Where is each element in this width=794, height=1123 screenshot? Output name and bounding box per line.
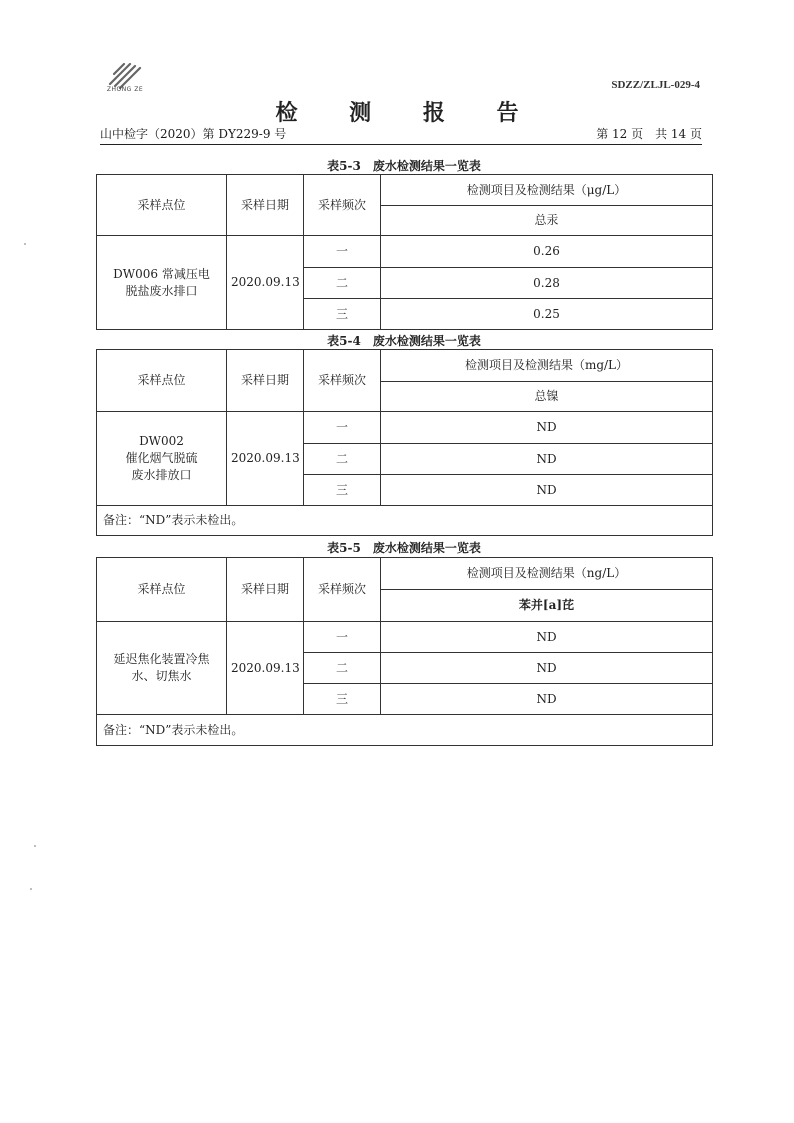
col-header-frequency: 采样频次 (304, 175, 381, 236)
report-number: 山中检字（2020）第 DY229-9 号 (100, 127, 287, 141)
page-title: 检 测 报 告 (275, 100, 541, 126)
table-5-4 (96, 349, 713, 536)
frequency-cell: 二 (304, 268, 381, 299)
frequency-cell: 二 (304, 444, 381, 475)
col-header-items: 检测项目及检测结果（mg/L） (381, 350, 713, 382)
result-cell: ND (381, 475, 713, 506)
frequency-cell: 三 (304, 299, 381, 330)
col-header-frequency: 采样频次 (304, 558, 381, 622)
result-cell: ND (381, 444, 713, 475)
scan-speck (34, 845, 36, 847)
col-header-site: 采样点位 (97, 558, 227, 622)
col-header-items: 检测项目及检测结果（ng/L） (381, 558, 713, 590)
result-cell: 0.28 (381, 268, 713, 299)
frequency-cell: 三 (304, 475, 381, 506)
site-line: 延迟焦化装置冷焦 (113, 652, 210, 666)
result-cell: ND (381, 412, 713, 444)
col-header-site: 采样点位 (97, 175, 227, 236)
result-cell: ND (381, 684, 713, 715)
scan-speck (24, 243, 26, 245)
scan-speck (30, 888, 32, 890)
logo-text: ZHONG ZE (106, 86, 144, 93)
site-line: 催化烟气脱硫 (125, 451, 198, 465)
result-cell: 0.26 (381, 236, 713, 268)
site-line: DW006 常减压电 (113, 266, 210, 281)
table-5-3 (96, 174, 713, 330)
sampling-site (97, 622, 227, 715)
col-header-date: 采样日期 (227, 350, 304, 412)
col-header-date: 采样日期 (227, 558, 304, 622)
frequency-cell: 三 (304, 684, 381, 715)
table-note: 备注：“ND”表示未检出。 (97, 715, 713, 746)
col-header-items: 检测项目及检测结果（μg/L） (381, 175, 713, 206)
page-info: 第 12 页 共 14 页 (596, 127, 702, 141)
site-line: 脱盐废水排口 (125, 283, 198, 298)
site-line: 水、切焦水 (131, 669, 192, 683)
site-line: 废水排放口 (131, 468, 192, 482)
item-name: 总汞 (381, 206, 713, 236)
sampling-date: 2020.09.13 (227, 412, 304, 506)
item-name: 苯并[a]芘 (381, 590, 713, 622)
frequency-cell: 二 (304, 653, 381, 684)
frequency-cell: 一 (304, 622, 381, 653)
table-note: 备注：“ND”表示未检出。 (97, 506, 713, 536)
result-cell: ND (381, 653, 713, 684)
frequency-cell: 一 (304, 412, 381, 444)
sampling-site (97, 236, 227, 330)
col-header-site: 采样点位 (97, 350, 227, 412)
document-code: SDZZ/ZLJL-029-4 (611, 79, 700, 91)
col-header-date: 采样日期 (227, 175, 304, 236)
result-cell: ND (381, 622, 713, 653)
sampling-date: 2020.09.13 (227, 236, 304, 330)
report-subheader (100, 128, 702, 145)
table-5-4-caption: 表5-4 废水检测结果一览表 (327, 334, 481, 348)
table-5-5-caption: 表5-5 废水检测结果一览表 (327, 541, 481, 555)
table-5-5 (96, 557, 713, 746)
frequency-cell: 一 (304, 236, 381, 268)
result-cell: 0.25 (381, 299, 713, 330)
col-header-frequency: 采样频次 (304, 350, 381, 412)
table-5-3-caption: 表5-3 废水检测结果一览表 (327, 159, 481, 173)
sampling-site (97, 412, 227, 506)
sampling-date: 2020.09.13 (227, 622, 304, 715)
site-line: DW002 (139, 434, 184, 448)
item-name: 总镍 (381, 382, 713, 412)
